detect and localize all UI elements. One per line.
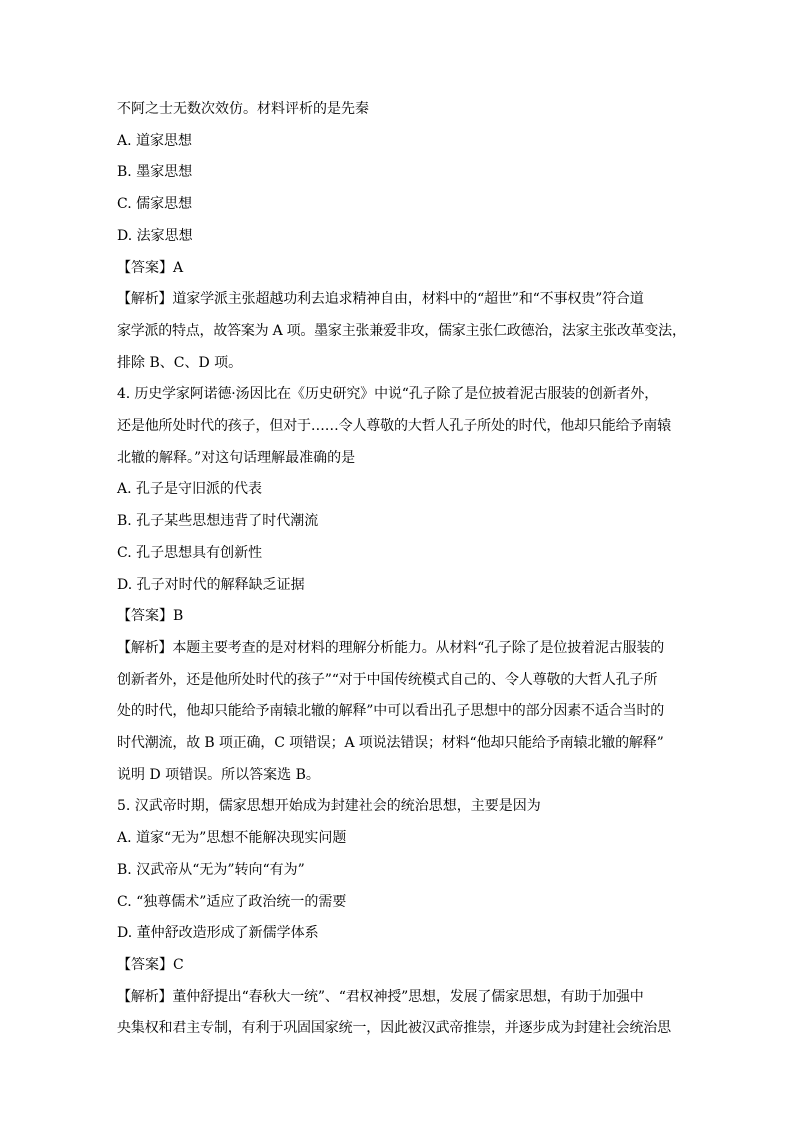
question-stem-line: 5. 汉武帝时期，儒家思想开始成为封建社会的统治思想，主要是因为	[117, 798, 541, 815]
option-b: B. 汉武帝从“无为”转向“有为”	[117, 861, 305, 878]
option-c: C. “独尊儒术”适应了政治统一的需要	[117, 893, 347, 910]
analysis-line: 处的时代，他却只能给予南辕北辙的解释”中可以看出孔子思想中的部分因素不适合当时的	[117, 703, 665, 720]
analysis-line: 时代潮流，故 B 项正确，C 项错误；A 项说法错误；材料“他却只能给予南辕北辙的解释”	[117, 735, 664, 752]
analysis-line: 【解析】本题主要考查的是对材料的理解分析能力。从材料“孔子除了是位披着泥古服装的	[117, 639, 665, 656]
option-c: C. 孔子思想具有创新性	[117, 544, 263, 561]
option-d: D. 董仲舒改造形成了新儒学体系	[117, 925, 319, 942]
analysis-line: 【解析】董仲舒提出“春秋大一统”、“君权神授”思想，发展了儒家思想，有助于加强中	[117, 988, 644, 1005]
document-page	[117, 94, 687, 1045]
option-b: B. 墨家思想	[117, 164, 193, 181]
analysis-line: 排除 B、C、D 项。	[117, 354, 243, 371]
analysis-line: 【解析】道家学派主张超越功利去追求精神自由，材料中的“超世”和“不事权贵”符合道	[117, 291, 644, 308]
option-d: D. 孔子对时代的解释缺乏证据	[117, 576, 305, 593]
option-a: A. 道家“无为”思想不能解决现实问题	[117, 830, 347, 847]
answer-line: 【答案】A	[117, 259, 184, 276]
analysis-line: 家学派的特点，故答案为 A 项。墨家主张兼爱非攻，儒家主张仁政德治，法家主张改革变法，	[117, 322, 686, 339]
option-a: A. 道家思想	[117, 132, 193, 149]
text-line-1: 不阿之士无数次效仿。材料评析的是先秦	[117, 101, 369, 117]
analysis-line: 说明 D 项错误。所以答案选 B。	[117, 766, 320, 783]
question-stem-line: 还是他所处时代的孩子，但对于……令人尊敬的大哲人孔子所处的时代，他却只能给予南辕	[117, 418, 671, 435]
answer-line: 【答案】C	[117, 956, 184, 973]
analysis-line: 央集权和君主专制，有利于巩固国家统一，因此被汉武帝推崇，并逐步成为封建社会统治思	[117, 1020, 671, 1037]
question-stem-line: 4. 历史学家阿诺德·汤因比在《历史研究》中说“孔子除了是位披着泥古服装的创新者外，	[117, 386, 659, 403]
option-a: A. 孔子是守旧派的代表	[117, 481, 263, 498]
analysis-line: 创新者外，还是他所处时代的孩子”“对于中国传统模式自己的、令人尊敬的大哲人孔子所	[117, 671, 658, 688]
option-b: B. 孔子某些思想违背了时代潮流	[117, 513, 319, 530]
answer-line: 【答案】B	[117, 608, 184, 625]
option-c: C. 儒家思想	[117, 196, 193, 213]
option-d: D. 法家思想	[117, 227, 193, 244]
question-stem-line: 北辙的解释。”对这句话理解最准确的是	[117, 449, 356, 466]
